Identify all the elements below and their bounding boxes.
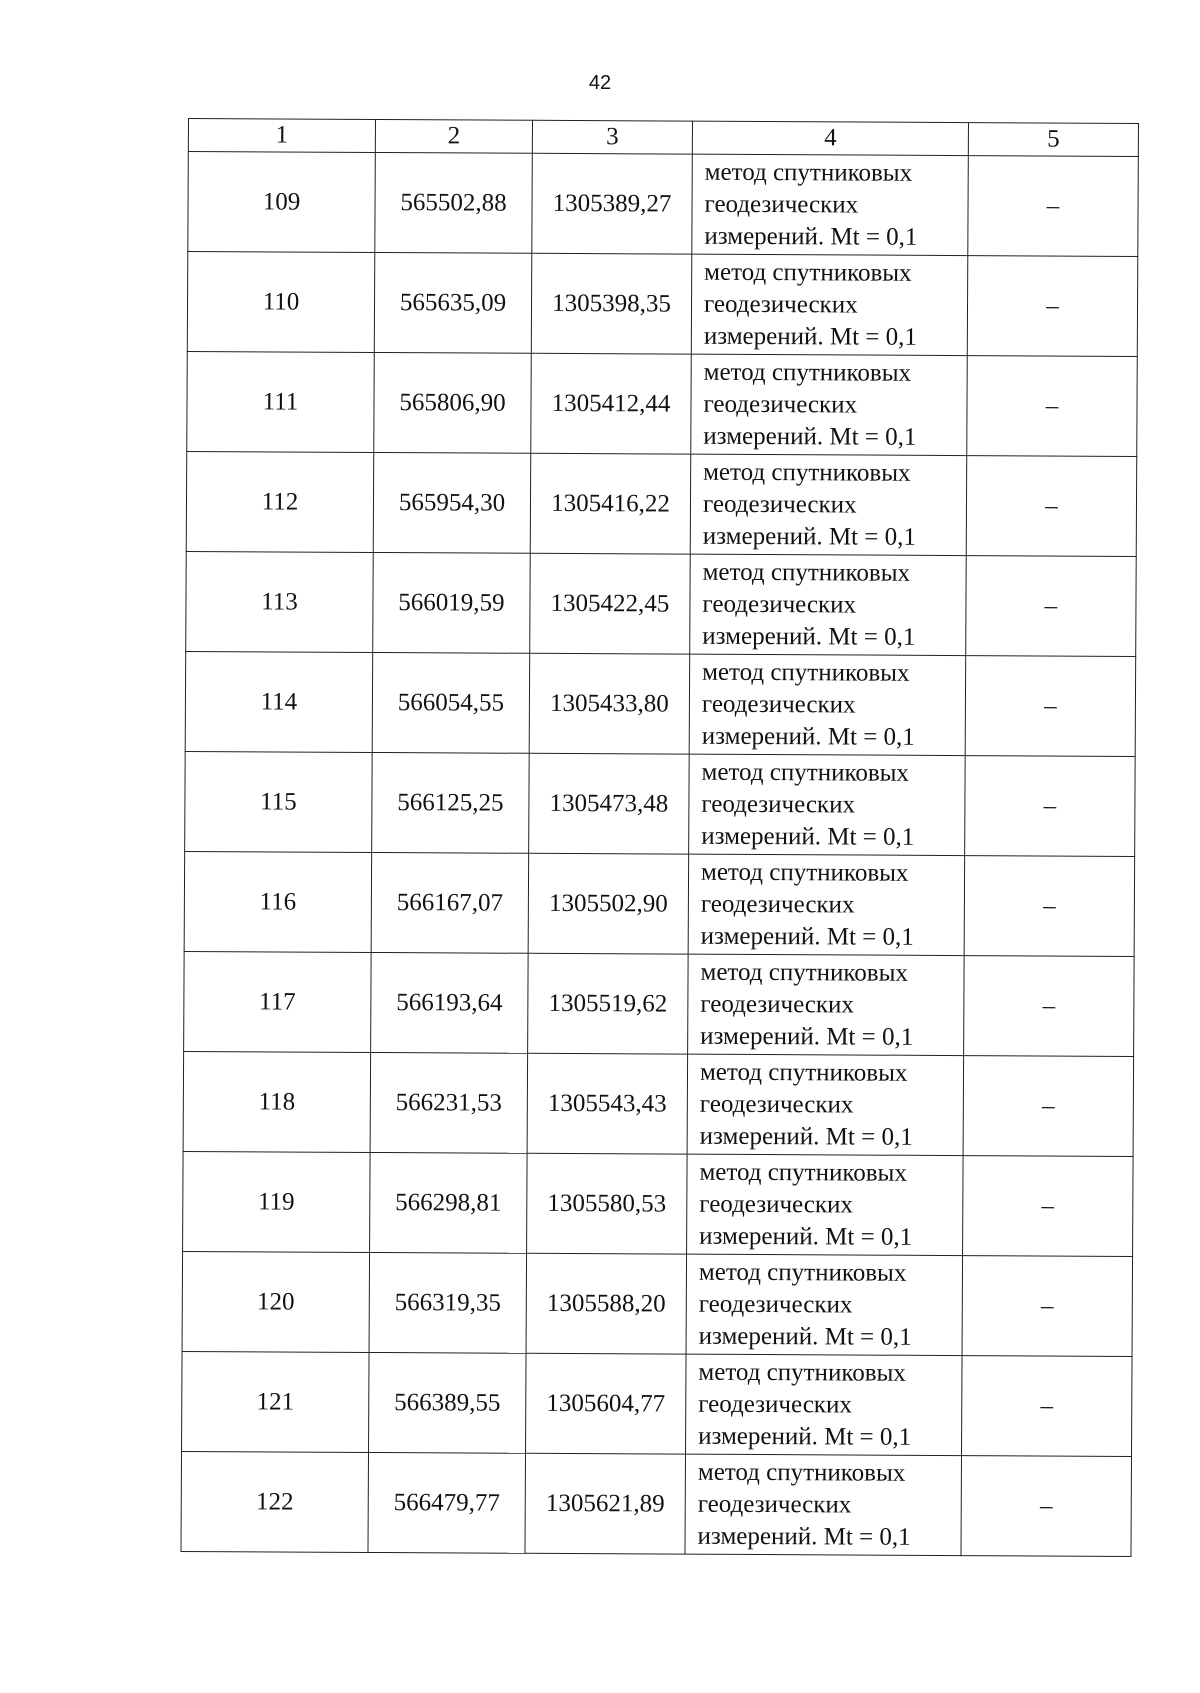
point-number-cell: 113 <box>186 551 374 652</box>
table-body <box>181 152 1138 1557</box>
method-cell <box>688 954 965 1055</box>
method-text-line: геодезических <box>699 1090 854 1118</box>
method-cell <box>690 454 967 555</box>
x-coordinate-cell: 566125,25 <box>372 752 530 853</box>
y-coordinate-cell: 1305416,22 <box>530 453 691 554</box>
page-number: 42 <box>588 72 612 94</box>
y-coordinate-cell: 1305543,43 <box>527 1053 688 1154</box>
table-row <box>182 1251 1133 1356</box>
point-number-cell: 120 <box>182 1251 370 1352</box>
table-row <box>181 1451 1132 1556</box>
method-text-line: измерений. Mt = 0,1 <box>698 1322 912 1351</box>
note-cell: – <box>962 1356 1133 1457</box>
point-number-cell: 114 <box>185 651 373 752</box>
point-number-cell: 116 <box>184 851 372 952</box>
note-cell: – <box>967 356 1138 457</box>
method-text-line: геодезических <box>703 290 858 319</box>
method-text-line: геодезических <box>701 690 856 719</box>
x-coordinate-cell: 566389,55 <box>369 1352 527 1453</box>
method-text-line: метод спутниковых <box>698 1358 906 1387</box>
method-text-line: измерений. Mt = 0,1 <box>703 422 917 451</box>
x-coordinate-cell: 566479,77 <box>368 1452 526 1553</box>
note-cell: – <box>967 256 1138 357</box>
table-row <box>187 252 1138 357</box>
method-text-line: геодезических <box>704 190 859 219</box>
point-number-cell: 110 <box>187 252 375 353</box>
header-col-4: 4 <box>692 121 968 155</box>
method-text-line: геодезических <box>698 1290 853 1318</box>
x-coordinate-cell: 566019,59 <box>373 552 531 653</box>
method-cell <box>689 754 966 855</box>
table-row <box>183 1151 1134 1256</box>
x-coordinate-cell: 566054,55 <box>372 652 530 753</box>
y-coordinate-cell: 1305398,35 <box>531 253 692 354</box>
y-coordinate-cell: 1305389,27 <box>532 153 693 254</box>
method-cell <box>687 1154 964 1255</box>
note-cell: – <box>965 656 1136 757</box>
method-text-line: геодезических <box>703 390 858 419</box>
method-text-line: геодезических <box>700 890 855 919</box>
note-cell: – <box>963 1156 1134 1257</box>
method-text-line: измерений. Mt = 0,1 <box>701 722 915 751</box>
method-text-line: метод спутниковых <box>702 558 911 587</box>
table-row <box>184 951 1135 1056</box>
table-header-row <box>188 119 1138 157</box>
method-text-line: метод спутниковых <box>698 1258 907 1287</box>
y-coordinate-cell: 1305422,45 <box>530 553 691 654</box>
x-coordinate-cell: 566231,53 <box>370 1052 528 1153</box>
y-coordinate-cell: 1305433,80 <box>529 653 690 754</box>
method-text-line: измерений. Mt = 0,1 <box>702 622 916 651</box>
method-text-line: измерений. Mt = 0,1 <box>701 822 915 851</box>
y-coordinate-cell: 1305621,89 <box>525 1453 686 1554</box>
method-text-line: измерений. Mt = 0,1 <box>700 922 914 951</box>
method-text-line: геодезических <box>702 590 857 619</box>
point-number-cell: 117 <box>184 951 372 1052</box>
x-coordinate-cell: 566193,64 <box>371 952 529 1053</box>
method-text-line: измерений. Mt = 0,1 <box>703 322 918 351</box>
method-cell <box>687 1054 964 1155</box>
y-coordinate-cell: 1305519,62 <box>528 953 689 1054</box>
method-text-line: измерений. Mt = 0,1 <box>699 1122 913 1151</box>
note-cell: – <box>962 1256 1133 1357</box>
table-row <box>188 152 1139 257</box>
method-text-line: метод спутниковых <box>699 1158 907 1187</box>
method-text-line: геодезических <box>702 490 857 519</box>
y-coordinate-cell: 1305502,90 <box>528 853 689 954</box>
table-row <box>183 1051 1134 1156</box>
method-text-line: метод спутниковых <box>700 958 909 987</box>
method-text-line: метод спутниковых <box>699 1058 908 1087</box>
y-coordinate-cell: 1305588,20 <box>526 1253 687 1354</box>
method-text-line: метод спутниковых <box>703 358 912 387</box>
table-row <box>184 851 1135 956</box>
method-text-line: метод спутниковых <box>704 158 913 187</box>
table-row <box>185 651 1136 756</box>
header-col-5: 5 <box>968 123 1138 157</box>
note-cell: – <box>966 456 1137 557</box>
x-coordinate-cell: 566319,35 <box>369 1252 527 1353</box>
y-coordinate-cell: 1305473,48 <box>529 753 690 854</box>
header-col-2: 2 <box>375 119 532 153</box>
coordinates-table <box>180 118 1138 1557</box>
header-col-3: 3 <box>532 120 692 154</box>
method-text-line: метод спутниковых <box>701 758 910 787</box>
method-text-line: метод спутниковых <box>697 1458 906 1487</box>
table-row <box>186 451 1137 556</box>
point-number-cell: 122 <box>181 1451 369 1552</box>
method-text-line: измерений. Mt = 0,1 <box>700 1022 914 1051</box>
x-coordinate-cell: 565954,30 <box>373 452 531 553</box>
method-text-line: геодезических <box>701 790 856 819</box>
method-text-line: геодезических <box>697 1490 852 1518</box>
method-text-line: измерений. Mt = 0,1 <box>697 1522 911 1551</box>
x-coordinate-cell: 566298,81 <box>370 1152 528 1253</box>
method-text-line: геодезических <box>699 1190 853 1218</box>
method-cell <box>692 154 969 255</box>
x-coordinate-cell: 566167,07 <box>371 852 529 953</box>
method-text-line: измерений. Mt = 0,1 <box>698 1422 912 1451</box>
note-cell: – <box>961 1456 1132 1557</box>
y-coordinate-cell: 1305412,44 <box>531 353 692 454</box>
method-cell <box>686 1254 963 1355</box>
x-coordinate-cell: 565806,90 <box>374 352 532 453</box>
method-cell <box>691 254 968 355</box>
note-cell: – <box>968 156 1139 257</box>
point-number-cell: 111 <box>187 351 375 452</box>
table-row <box>187 351 1138 456</box>
method-text-line: измерений. Mt = 0,1 <box>702 522 916 551</box>
point-number-cell: 119 <box>183 1151 371 1252</box>
table-row <box>186 551 1137 656</box>
y-coordinate-cell: 1305580,53 <box>527 1153 688 1254</box>
point-number-cell: 115 <box>185 751 373 852</box>
point-number-cell: 112 <box>186 451 374 552</box>
note-cell: – <box>966 556 1137 657</box>
point-number-cell: 109 <box>188 152 376 253</box>
method-cell <box>690 554 967 655</box>
note-cell: – <box>964 856 1135 957</box>
x-coordinate-cell: 565502,88 <box>375 152 533 253</box>
method-text-line: геодезических <box>698 1390 852 1418</box>
method-text-line: измерений. Mt = 0,1 <box>704 222 918 251</box>
y-coordinate-cell: 1305604,77 <box>526 1353 687 1454</box>
point-number-cell: 121 <box>182 1351 370 1452</box>
header-col-1: 1 <box>188 119 375 153</box>
method-text-line: метод спутниковых <box>700 858 909 887</box>
method-cell <box>685 1454 962 1555</box>
method-cell <box>688 854 965 955</box>
method-text-line: метод спутниковых <box>703 458 911 487</box>
method-cell <box>686 1354 963 1455</box>
method-text-line: метод спутниковых <box>702 658 910 687</box>
method-text-line: метод спутниковых <box>704 258 912 287</box>
method-text-line: геодезических <box>700 990 855 1018</box>
method-cell <box>689 654 966 755</box>
note-cell: – <box>963 1056 1134 1157</box>
table-row <box>185 751 1136 856</box>
method-text-line: измерений. Mt = 0,1 <box>699 1222 913 1251</box>
note-cell: – <box>964 956 1135 1057</box>
point-number-cell: 118 <box>183 1051 371 1152</box>
method-cell <box>691 354 968 455</box>
note-cell: – <box>965 756 1136 857</box>
table-row <box>182 1351 1133 1456</box>
x-coordinate-cell: 565635,09 <box>374 252 532 353</box>
